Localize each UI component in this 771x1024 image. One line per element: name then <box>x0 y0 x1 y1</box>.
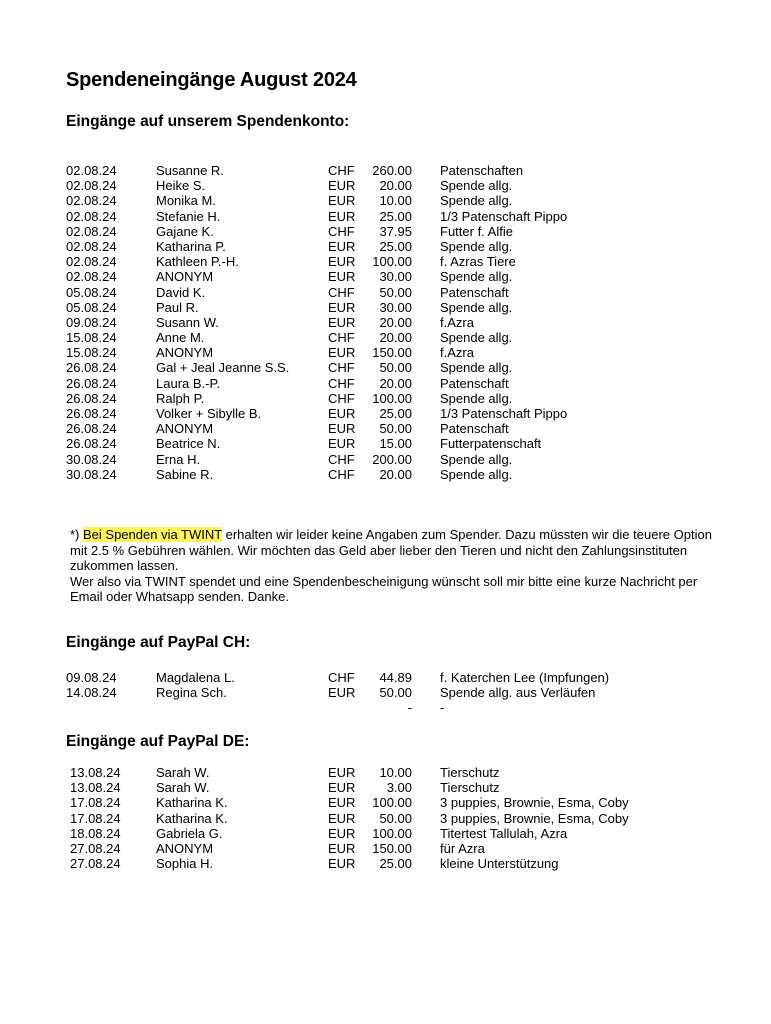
table-row <box>0 391 771 406</box>
donation-date: 02.08.24 <box>66 178 117 194</box>
donation-purpose: Spende allg. <box>440 238 513 254</box>
donation-purpose: Spende allg. <box>440 330 513 346</box>
table-row <box>0 700 771 715</box>
table-row <box>0 163 771 178</box>
donation-amount: 20.00 <box>379 314 412 330</box>
currency-code: EUR <box>328 345 356 361</box>
table-row <box>0 300 771 315</box>
donor-name: ANONYM <box>156 269 214 285</box>
section-heading-paypal-de: Eingänge auf PayPal DE: <box>66 733 250 750</box>
twint-highlight: Bei Spenden via TWINT <box>83 527 222 542</box>
donor-name: Gal + Jeal Jeanne S.S. <box>156 360 290 376</box>
donor-name: ANONYM <box>156 421 214 437</box>
currency-code: EUR <box>328 795 356 811</box>
table-row <box>0 795 771 810</box>
donation-amount: 10.00 <box>379 193 412 209</box>
donor-name: Erna H. <box>156 451 201 467</box>
donation-date: 27.08.24 <box>70 856 121 872</box>
donor-name: Ralph P. <box>156 390 205 406</box>
donation-amount: 20.00 <box>379 375 412 391</box>
donation-date: 02.08.24 <box>66 163 117 178</box>
table-row <box>0 670 771 685</box>
table-row <box>0 209 771 224</box>
donation-purpose: kleine Unterstützung <box>440 856 559 872</box>
donation-date: 02.08.24 <box>66 238 117 254</box>
donation-amount: 30.00 <box>379 299 412 315</box>
donation-date: 30.08.24 <box>66 466 117 482</box>
donation-purpose: Spende allg. aus Verläufen <box>440 685 596 701</box>
donation-purpose: Futterpatenschaft <box>440 436 542 452</box>
donor-name: Sophia H. <box>156 856 214 872</box>
table-row <box>0 826 771 841</box>
table-row <box>0 452 771 467</box>
donations-list-spendenkonto <box>0 163 771 482</box>
donations-list-paypal-de <box>0 765 771 871</box>
donation-date: 14.08.24 <box>66 685 117 701</box>
donation-date: 09.08.24 <box>66 670 117 685</box>
currency-code: CHF <box>328 284 355 300</box>
donation-date: 15.08.24 <box>66 345 117 361</box>
donation-amount: 100.00 <box>372 254 412 270</box>
currency-code: CHF <box>328 223 355 239</box>
table-row <box>0 841 771 856</box>
table-row <box>0 178 771 193</box>
donation-purpose: f. Katerchen Lee (Impfungen) <box>440 670 610 685</box>
table-row <box>0 780 771 795</box>
donor-name: Katharina K. <box>156 795 228 811</box>
donation-purpose: Patenschaft <box>440 284 509 300</box>
currency-code: EUR <box>328 765 356 780</box>
twint-note-paragraph-1 <box>70 527 730 574</box>
donor-name: Gajane K. <box>156 223 214 239</box>
donation-amount: 100.00 <box>372 795 412 811</box>
donation-purpose: Spende allg. <box>440 269 513 285</box>
table-row <box>0 254 771 269</box>
donor-name: Paul R. <box>156 299 199 315</box>
currency-code: EUR <box>328 299 356 315</box>
donation-purpose: Spende allg. <box>440 466 513 482</box>
table-row <box>0 856 771 871</box>
page-title: Spendeneingänge August 2024 <box>66 69 357 91</box>
table-row <box>0 345 771 360</box>
currency-code: EUR <box>328 238 356 254</box>
donation-date: 17.08.24 <box>70 810 121 826</box>
donor-name: Susanne R. <box>156 163 224 178</box>
donation-purpose: für Azra <box>440 840 485 856</box>
currency-code: EUR <box>328 436 356 452</box>
donation-purpose: Spende allg. <box>440 178 513 194</box>
currency-code: EUR <box>328 825 356 841</box>
currency-code: CHF <box>328 466 355 482</box>
donation-amount: 37.95 <box>379 223 412 239</box>
donations-list-paypal-ch <box>0 670 771 716</box>
donor-name: Laura B.-P. <box>156 375 221 391</box>
donation-purpose: 1/3 Patenschaft Pippo <box>440 406 568 421</box>
donor-name: ANONYM <box>156 840 214 856</box>
donation-purpose: - <box>440 700 445 716</box>
table-row <box>0 685 771 700</box>
donor-name: Katharina K. <box>156 810 228 826</box>
donation-amount: 3.00 <box>386 780 412 796</box>
donation-date: 13.08.24 <box>70 780 121 796</box>
donation-amount: 25.00 <box>379 208 412 224</box>
table-row <box>0 269 771 284</box>
table-row <box>0 224 771 239</box>
donation-amount: 10.00 <box>379 765 412 780</box>
table-row <box>0 285 771 300</box>
donation-date: 15.08.24 <box>66 330 117 346</box>
donation-amount: 50.00 <box>379 421 412 437</box>
donor-name: ANONYM <box>156 345 214 361</box>
donation-date: 17.08.24 <box>70 795 121 811</box>
donor-name: Monika M. <box>156 193 216 209</box>
donation-amount: 50.00 <box>379 810 412 826</box>
donor-name: Sabine R. <box>156 466 214 482</box>
donor-name: Heike S. <box>156 178 206 194</box>
donation-amount: 150.00 <box>372 840 412 856</box>
donation-amount: 15.00 <box>379 436 412 452</box>
donation-amount: 25.00 <box>379 856 412 872</box>
donation-date: 26.08.24 <box>66 360 117 376</box>
donation-amount: 25.00 <box>379 238 412 254</box>
donation-amount: 20.00 <box>379 178 412 194</box>
donor-name: David K. <box>156 284 206 300</box>
donation-date: 05.08.24 <box>66 284 117 300</box>
donation-purpose: f. Azras Tiere <box>440 254 516 270</box>
donation-amount: 200.00 <box>372 451 412 467</box>
donation-amount: 20.00 <box>379 330 412 346</box>
table-row <box>0 765 771 780</box>
donation-amount: 44.89 <box>379 670 412 685</box>
donation-purpose: Patenschaft <box>440 375 509 391</box>
donor-name: Kathleen P.-H. <box>156 254 239 270</box>
twint-note <box>70 527 730 605</box>
currency-code: EUR <box>328 178 356 194</box>
section-heading-paypal-ch: Eingänge auf PayPal CH: <box>66 634 251 651</box>
donation-purpose: Patenschaft <box>440 421 509 437</box>
donor-name: Beatrice N. <box>156 436 221 452</box>
donation-purpose: f.Azra <box>440 345 474 361</box>
table-row <box>0 193 771 208</box>
table-row <box>0 436 771 451</box>
donation-purpose: Titertest Tallulah, Azra <box>440 825 568 841</box>
donation-date: 26.08.24 <box>66 406 117 421</box>
currency-code: EUR <box>328 685 356 701</box>
currency-code: EUR <box>328 856 356 872</box>
donation-date: 02.08.24 <box>66 223 117 239</box>
table-row <box>0 421 771 436</box>
donation-date: 26.08.24 <box>66 390 117 406</box>
twint-note-text: erhalten wir leider keine Angaben zum Spender. Dazu müssten wir die teuere Option mit 2.5 % Gebühren wählen. Wir möchten das Geld aber lieber den Tieren und nicht den Zahlungsinstituten zukommen lassen. <box>70 527 712 574</box>
currency-code: CHF <box>328 451 355 467</box>
table-row <box>0 239 771 254</box>
currency-code: CHF <box>328 330 355 346</box>
table-row <box>0 467 771 482</box>
donation-purpose: 1/3 Patenschaft Pippo <box>440 208 568 224</box>
donation-date: 09.08.24 <box>66 314 117 330</box>
donation-purpose: 3 puppies, Brownie, Esma, Coby <box>440 810 629 826</box>
donor-name: Katharina P. <box>156 238 226 254</box>
donor-name: Susann W. <box>156 314 219 330</box>
currency-code: CHF <box>328 390 355 406</box>
currency-code: EUR <box>328 421 356 437</box>
donation-amount: 50.00 <box>379 360 412 376</box>
donation-amount: 50.00 <box>379 284 412 300</box>
currency-code: CHF <box>328 670 355 685</box>
donation-purpose: Spende allg. <box>440 451 513 467</box>
donation-purpose: Spende allg. <box>440 193 513 209</box>
table-row <box>0 811 771 826</box>
donation-purpose: Patenschaften <box>440 163 524 178</box>
donor-name: Gabriela G. <box>156 825 223 841</box>
twint-note-prefix: *) <box>70 527 83 542</box>
currency-code: EUR <box>328 269 356 285</box>
donation-amount: 150.00 <box>372 345 412 361</box>
donation-purpose: Spende allg. <box>440 299 513 315</box>
donation-amount: 100.00 <box>372 825 412 841</box>
donation-amount: 30.00 <box>379 269 412 285</box>
table-row <box>0 315 771 330</box>
table-row <box>0 376 771 391</box>
currency-code: EUR <box>328 840 356 856</box>
donation-amount: 100.00 <box>372 390 412 406</box>
donation-purpose: f.Azra <box>440 314 474 330</box>
table-row <box>0 406 771 421</box>
donor-name: Sarah W. <box>156 765 210 780</box>
donation-purpose: Spende allg. <box>440 360 513 376</box>
donation-purpose: Spende allg. <box>440 390 513 406</box>
donation-date: 18.08.24 <box>70 825 121 841</box>
donation-date: 26.08.24 <box>66 375 117 391</box>
donation-date: 02.08.24 <box>66 269 117 285</box>
donation-purpose: Tierschutz <box>440 765 500 780</box>
currency-code: EUR <box>328 193 356 209</box>
donation-date: 05.08.24 <box>66 299 117 315</box>
donor-name: Anne M. <box>156 330 205 346</box>
donation-amount: 20.00 <box>379 466 412 482</box>
section-heading-spendenkonto: Eingänge auf unserem Spendenkonto: <box>66 113 350 130</box>
currency-code: CHF <box>328 375 355 391</box>
donation-amount: - <box>407 700 412 716</box>
table-row <box>0 360 771 375</box>
donation-amount: 260.00 <box>372 163 412 178</box>
donation-purpose: 3 puppies, Brownie, Esma, Coby <box>440 795 629 811</box>
currency-code: EUR <box>328 406 356 421</box>
donation-date: 02.08.24 <box>66 254 117 270</box>
donation-date: 26.08.24 <box>66 436 117 452</box>
donor-name: Regina Sch. <box>156 685 227 701</box>
currency-code: EUR <box>328 254 356 270</box>
donor-name: Magdalena L. <box>156 670 235 685</box>
donor-name: Sarah W. <box>156 780 210 796</box>
donation-purpose: Tierschutz <box>440 780 500 796</box>
currency-code: CHF <box>328 163 355 178</box>
donation-amount: 50.00 <box>379 685 412 701</box>
currency-code: EUR <box>328 810 356 826</box>
donation-date: 27.08.24 <box>70 840 121 856</box>
donation-date: 02.08.24 <box>66 193 117 209</box>
donor-name: Stefanie H. <box>156 208 221 224</box>
donation-date: 30.08.24 <box>66 451 117 467</box>
donor-name: Volker + Sibylle B. <box>156 406 262 421</box>
table-row <box>0 330 771 345</box>
twint-note-paragraph-2: Wer also via TWINT spendet und eine Spendenbescheinigung wünscht soll mir bitte eine kurze Nachricht per Email oder Whatsapp senden. Danke. <box>70 573 698 605</box>
currency-code: EUR <box>328 314 356 330</box>
currency-code: EUR <box>328 208 356 224</box>
donation-date: 02.08.24 <box>66 208 117 224</box>
donation-date: 26.08.24 <box>66 421 117 437</box>
donation-purpose: Futter f. Alfie <box>440 223 513 239</box>
donation-date: 13.08.24 <box>70 765 121 780</box>
currency-code: EUR <box>328 780 356 796</box>
currency-code: CHF <box>328 360 355 376</box>
donation-amount: 25.00 <box>379 406 412 421</box>
